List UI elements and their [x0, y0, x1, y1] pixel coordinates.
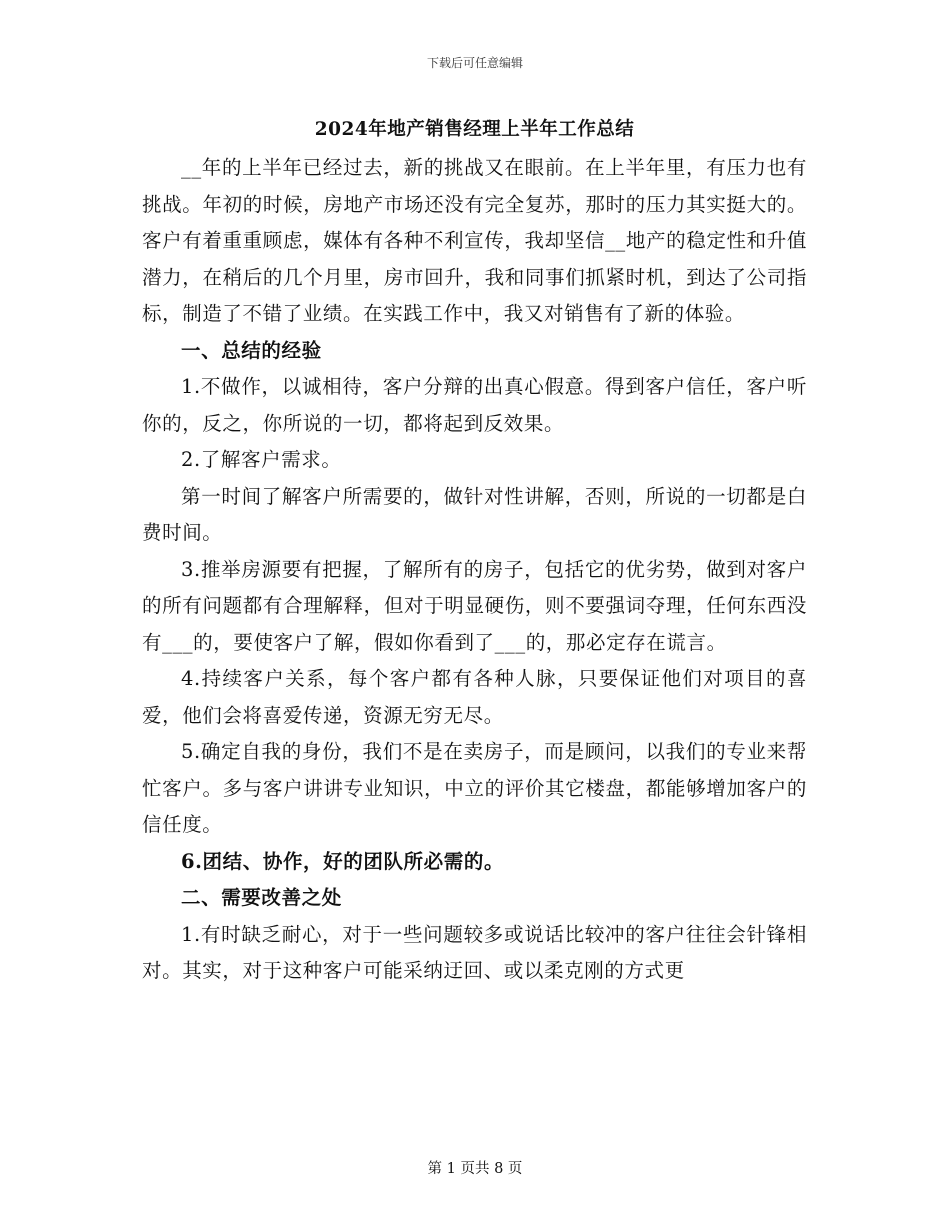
- intro-paragraph: __年的上半年已经过去，新的挑战又在眼前。在上半年里，有压力也有挑战。年初的时候，房地产市场还没有完全复苏，那时的压力其实挺大的。客户有着重重顾虑，媒体有各种不利宣传，我却坚信__地产的稳定性和升值潜力，在稍后的几个月里，房市回升，我和同事们抓紧时机，到达了公司指标，制造了不错了业绩。在实践工作中，我又对销售有了新的体验。: [142, 156, 807, 325]
- experience-item-6: 6.团结、协作，好的团队所必需的。: [181, 849, 505, 873]
- section-heading-improvement: 二、需要改善之处: [181, 886, 342, 909]
- page-number: 第 1 页共 8 页: [427, 1161, 523, 1177]
- improvement-item-1: 1.有时缺乏耐心，对于一些问题较多或说话比较冲的客户往往会针锋相对。其实，对于这种客户可能采纳迂回、或以柔克刚的方式更: [142, 922, 807, 982]
- document-title: 2024年地产销售经理上半年工作总结: [314, 119, 635, 140]
- experience-item-2: 2.了解客户需求。: [181, 448, 342, 471]
- section-heading-experience: 一、总结的经验: [181, 338, 322, 362]
- experience-item-3: 3.推举房源要有把握，了解所有的房子，包括它的优劣势，做到对客户的所有问题都有合理解释，但对于明显硬伤，则不要强词夺理，任何东西没有___的，要使客户了解，假如你看到了___的，那必定存在谎言。: [142, 557, 807, 654]
- experience-item-2-detail: 第一时间了解客户所需要的，做针对性讲解，否则，所说的一切都是白费时间。: [142, 484, 807, 544]
- experience-item-4: 4.持续客户关系，每个客户都有各种人脉，只要保证他们对项目的喜爱，他们会将喜爱传递，资源无穷无尽。: [142, 667, 807, 727]
- page-header-note: 下载后可任意编辑: [426, 56, 523, 70]
- document-body: [142, 112, 807, 990]
- experience-item-5: 5.确定自我的身份，我们不是在卖房子，而是顾问，以我们的专业来帮忙客户。多与客户讲讲专业知识，中立的评价其它楼盘，都能够增加客户的信任度。: [142, 740, 807, 836]
- experience-item-1: 1.不做作，以诚相待，客户分辩的出真心假意。得到客户信任，客户听你的，反之，你所说的一切，都将起到反效果。: [142, 375, 807, 435]
